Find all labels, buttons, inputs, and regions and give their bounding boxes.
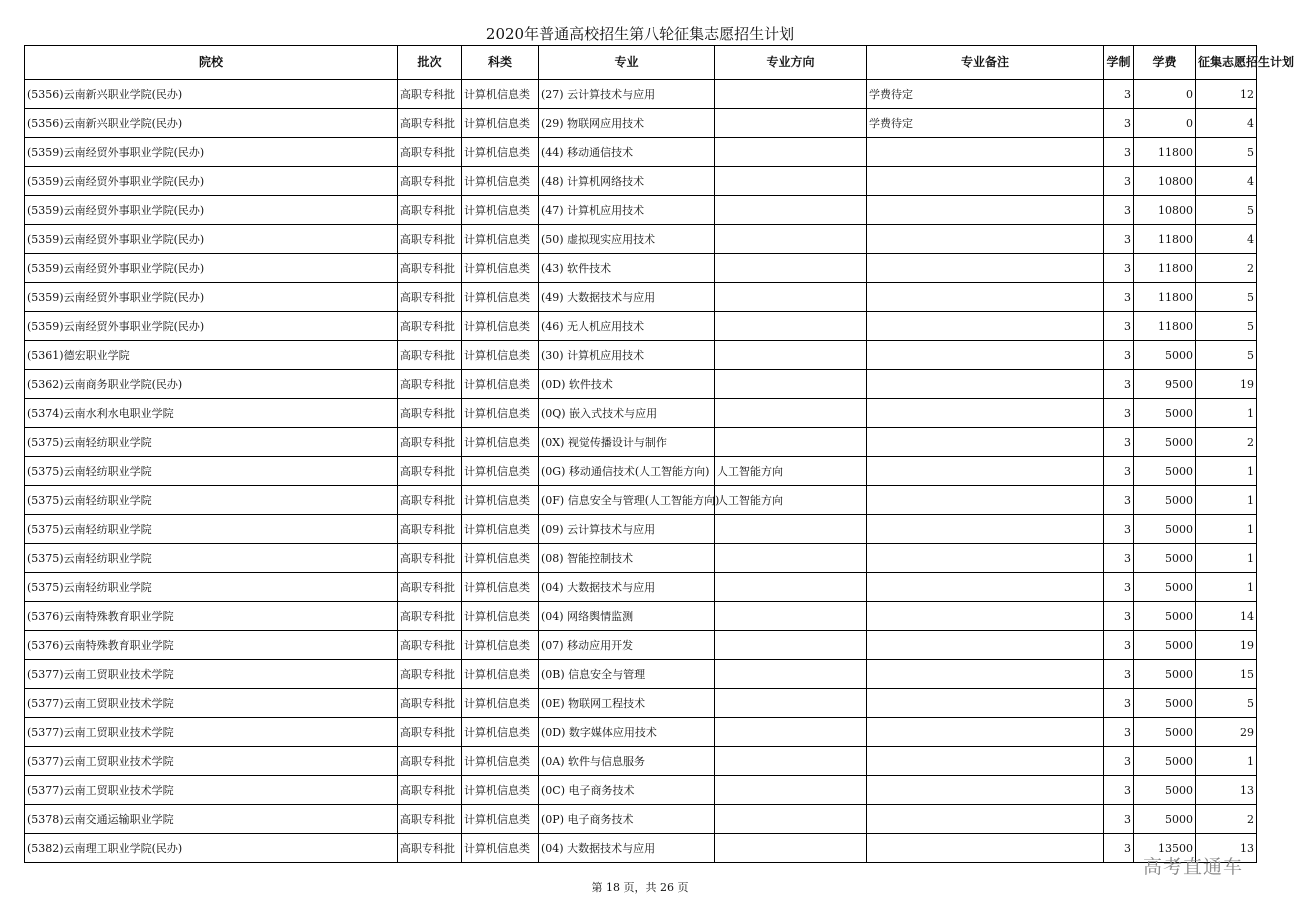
major-cell: (30) 计算机应用技术 xyxy=(539,341,715,370)
years-cell: 3 xyxy=(1104,660,1134,689)
table-row xyxy=(25,428,1257,457)
enrollment-plan-table xyxy=(24,45,1294,863)
fee-cell: 5000 xyxy=(1134,805,1196,834)
years-cell: 3 xyxy=(1104,312,1134,341)
plan-cell: 1 xyxy=(1196,399,1257,428)
category-cell: 计算机信息类 xyxy=(462,486,539,515)
school-cell: (5377)云南工贸职业技术学院 xyxy=(25,747,398,776)
category-cell: 计算机信息类 xyxy=(462,341,539,370)
note-cell xyxy=(867,225,1104,254)
school-cell: (5378)云南交通运输职业学院 xyxy=(25,805,398,834)
header-direction: 专业方向 xyxy=(715,46,867,80)
direction-cell xyxy=(715,254,867,283)
batch-cell: 高职专科批 xyxy=(398,80,462,109)
batch-cell: 高职专科批 xyxy=(398,602,462,631)
major-cell: (09) 云计算技术与应用 xyxy=(539,515,715,544)
table-row xyxy=(25,834,1257,863)
category-cell: 计算机信息类 xyxy=(462,109,539,138)
table-row xyxy=(25,805,1257,834)
direction-cell xyxy=(715,428,867,457)
fee-cell: 10800 xyxy=(1134,167,1196,196)
category-cell: 计算机信息类 xyxy=(462,370,539,399)
category-cell: 计算机信息类 xyxy=(462,457,539,486)
plan-cell: 13 xyxy=(1196,834,1257,863)
category-cell: 计算机信息类 xyxy=(462,283,539,312)
note-cell xyxy=(867,167,1104,196)
table-row xyxy=(25,254,1257,283)
table-row xyxy=(25,718,1257,747)
school-cell: (5361)德宏职业学院 xyxy=(25,341,398,370)
table-row xyxy=(25,544,1257,573)
major-cell: (50) 虚拟现实应用技术 xyxy=(539,225,715,254)
category-cell: 计算机信息类 xyxy=(462,776,539,805)
years-cell: 3 xyxy=(1104,370,1134,399)
fee-cell: 5000 xyxy=(1134,399,1196,428)
plan-cell: 2 xyxy=(1196,254,1257,283)
direction-cell xyxy=(715,225,867,254)
direction-cell xyxy=(715,718,867,747)
header-plan: 征集志愿招生计划 xyxy=(1196,46,1257,80)
category-cell: 计算机信息类 xyxy=(462,631,539,660)
table-row xyxy=(25,370,1257,399)
major-cell: (0E) 物联网工程技术 xyxy=(539,689,715,718)
note-cell xyxy=(867,834,1104,863)
major-cell: (43) 软件技术 xyxy=(539,254,715,283)
category-cell: 计算机信息类 xyxy=(462,805,539,834)
fee-cell: 5000 xyxy=(1134,341,1196,370)
school-cell: (5377)云南工贸职业技术学院 xyxy=(25,718,398,747)
major-cell: (0G) 移动通信技术(人工智能方向) xyxy=(539,457,715,486)
plan-cell: 4 xyxy=(1196,225,1257,254)
table-row xyxy=(25,631,1257,660)
fee-cell: 5000 xyxy=(1134,428,1196,457)
plan-cell: 19 xyxy=(1196,631,1257,660)
batch-cell: 高职专科批 xyxy=(398,341,462,370)
direction-cell xyxy=(715,80,867,109)
years-cell: 3 xyxy=(1104,254,1134,283)
batch-cell: 高职专科批 xyxy=(398,544,462,573)
fee-cell: 11800 xyxy=(1134,254,1196,283)
school-cell: (5375)云南轻纺职业学院 xyxy=(25,573,398,602)
direction-cell xyxy=(715,312,867,341)
major-cell: (46) 无人机应用技术 xyxy=(539,312,715,341)
plan-cell: 5 xyxy=(1196,689,1257,718)
direction-cell xyxy=(715,747,867,776)
batch-cell: 高职专科批 xyxy=(398,834,462,863)
direction-cell xyxy=(715,341,867,370)
years-cell: 3 xyxy=(1104,631,1134,660)
plan-cell: 5 xyxy=(1196,312,1257,341)
plan-cell: 5 xyxy=(1196,138,1257,167)
note-cell xyxy=(867,370,1104,399)
major-cell: (47) 计算机应用技术 xyxy=(539,196,715,225)
header-batch: 批次 xyxy=(398,46,462,80)
fee-cell: 5000 xyxy=(1134,689,1196,718)
major-cell: (04) 大数据技术与应用 xyxy=(539,573,715,602)
batch-cell: 高职专科批 xyxy=(398,747,462,776)
school-cell: (5375)云南轻纺职业学院 xyxy=(25,515,398,544)
years-cell: 3 xyxy=(1104,689,1134,718)
years-cell: 3 xyxy=(1104,167,1134,196)
note-cell xyxy=(867,196,1104,225)
table-row xyxy=(25,457,1257,486)
direction-cell xyxy=(715,544,867,573)
note-cell xyxy=(867,515,1104,544)
plan-cell: 1 xyxy=(1196,515,1257,544)
watermark: 高考直通车 xyxy=(1143,856,1244,878)
fee-cell: 5000 xyxy=(1134,486,1196,515)
note-cell xyxy=(867,776,1104,805)
category-cell: 计算机信息类 xyxy=(462,399,539,428)
fee-cell: 0 xyxy=(1134,109,1196,138)
batch-cell: 高职专科批 xyxy=(398,428,462,457)
fee-cell: 10800 xyxy=(1134,196,1196,225)
fee-cell: 5000 xyxy=(1134,515,1196,544)
direction-cell: 人工智能方向 xyxy=(715,457,867,486)
direction-cell xyxy=(715,805,867,834)
school-cell: (5359)云南经贸外事职业学院(民办) xyxy=(25,138,398,167)
major-cell: (29) 物联网应用技术 xyxy=(539,109,715,138)
note-cell xyxy=(867,689,1104,718)
school-cell: (5376)云南特殊教育职业学院 xyxy=(25,631,398,660)
note-cell xyxy=(867,457,1104,486)
fee-cell: 13500 xyxy=(1134,834,1196,863)
years-cell: 3 xyxy=(1104,602,1134,631)
table-row xyxy=(25,776,1257,805)
table-row xyxy=(25,341,1257,370)
fee-cell: 11800 xyxy=(1134,312,1196,341)
major-cell: (0D) 数字媒体应用技术 xyxy=(539,718,715,747)
note-cell xyxy=(867,341,1104,370)
batch-cell: 高职专科批 xyxy=(398,254,462,283)
major-cell: (48) 计算机网络技术 xyxy=(539,167,715,196)
years-cell: 3 xyxy=(1104,225,1134,254)
table-row xyxy=(25,109,1257,138)
header-major: 专业 xyxy=(539,46,715,80)
table-row xyxy=(25,747,1257,776)
years-cell: 3 xyxy=(1104,80,1134,109)
school-cell: (5356)云南新兴职业学院(民办) xyxy=(25,109,398,138)
school-cell: (5359)云南经贸外事职业学院(民办) xyxy=(25,283,398,312)
years-cell: 3 xyxy=(1104,283,1134,312)
direction-cell xyxy=(715,196,867,225)
fee-cell: 11800 xyxy=(1134,225,1196,254)
school-cell: (5377)云南工贸职业技术学院 xyxy=(25,689,398,718)
note-cell xyxy=(867,805,1104,834)
plan-cell: 5 xyxy=(1196,283,1257,312)
table-row xyxy=(25,196,1257,225)
fee-cell: 5000 xyxy=(1134,602,1196,631)
table-row xyxy=(25,689,1257,718)
major-cell: (0C) 电子商务技术 xyxy=(539,776,715,805)
batch-cell: 高职专科批 xyxy=(398,225,462,254)
note-cell: 学费待定 xyxy=(867,80,1104,109)
direction-cell xyxy=(715,167,867,196)
years-cell: 3 xyxy=(1104,486,1134,515)
major-cell: (0X) 视觉传播设计与制作 xyxy=(539,428,715,457)
table-row xyxy=(25,602,1257,631)
header-note: 专业备注 xyxy=(867,46,1104,80)
table-row xyxy=(25,573,1257,602)
school-cell: (5359)云南经贸外事职业学院(民办) xyxy=(25,167,398,196)
years-cell: 3 xyxy=(1104,341,1134,370)
plan-cell: 1 xyxy=(1196,486,1257,515)
category-cell: 计算机信息类 xyxy=(462,312,539,341)
category-cell: 计算机信息类 xyxy=(462,138,539,167)
school-cell: (5376)云南特殊教育职业学院 xyxy=(25,602,398,631)
table-row xyxy=(25,225,1257,254)
school-cell: (5362)云南商务职业学院(民办) xyxy=(25,370,398,399)
direction-cell xyxy=(715,283,867,312)
page-footer: 第 18 页，共 26 页 xyxy=(591,881,689,894)
batch-cell: 高职专科批 xyxy=(398,660,462,689)
major-cell: (49) 大数据技术与应用 xyxy=(539,283,715,312)
batch-cell: 高职专科批 xyxy=(398,109,462,138)
note-cell xyxy=(867,254,1104,283)
school-cell: (5375)云南轻纺职业学院 xyxy=(25,544,398,573)
fee-cell: 5000 xyxy=(1134,573,1196,602)
school-cell: (5377)云南工贸职业技术学院 xyxy=(25,660,398,689)
category-cell: 计算机信息类 xyxy=(462,80,539,109)
years-cell: 3 xyxy=(1104,834,1134,863)
batch-cell: 高职专科批 xyxy=(398,718,462,747)
batch-cell: 高职专科批 xyxy=(398,370,462,399)
plan-cell: 1 xyxy=(1196,747,1257,776)
years-cell: 3 xyxy=(1104,196,1134,225)
category-cell: 计算机信息类 xyxy=(462,196,539,225)
note-cell xyxy=(867,631,1104,660)
table-row xyxy=(25,167,1257,196)
years-cell: 3 xyxy=(1104,109,1134,138)
school-cell: (5359)云南经贸外事职业学院(民办) xyxy=(25,254,398,283)
plan-cell: 4 xyxy=(1196,167,1257,196)
batch-cell: 高职专科批 xyxy=(398,399,462,428)
table-row xyxy=(25,486,1257,515)
note-cell xyxy=(867,544,1104,573)
school-cell: (5374)云南水利水电职业学院 xyxy=(25,399,398,428)
direction-cell xyxy=(715,660,867,689)
table-row xyxy=(25,80,1257,109)
category-cell: 计算机信息类 xyxy=(462,544,539,573)
note-cell xyxy=(867,428,1104,457)
major-cell: (0Q) 嵌入式技术与应用 xyxy=(539,399,715,428)
header-years: 学制 xyxy=(1104,46,1134,80)
plan-cell: 14 xyxy=(1196,602,1257,631)
category-cell: 计算机信息类 xyxy=(462,225,539,254)
plan-cell: 1 xyxy=(1196,544,1257,573)
fee-cell: 5000 xyxy=(1134,747,1196,776)
major-cell: (0F) 信息安全与管理(人工智能方向) xyxy=(539,486,715,515)
school-cell: (5375)云南轻纺职业学院 xyxy=(25,428,398,457)
direction-cell xyxy=(715,109,867,138)
direction-cell xyxy=(715,834,867,863)
plan-cell: 15 xyxy=(1196,660,1257,689)
note-cell xyxy=(867,312,1104,341)
category-cell: 计算机信息类 xyxy=(462,718,539,747)
fee-cell: 9500 xyxy=(1134,370,1196,399)
batch-cell: 高职专科批 xyxy=(398,805,462,834)
batch-cell: 高职专科批 xyxy=(398,689,462,718)
plan-cell: 5 xyxy=(1196,341,1257,370)
fee-cell: 11800 xyxy=(1134,138,1196,167)
plan-cell: 1 xyxy=(1196,457,1257,486)
years-cell: 3 xyxy=(1104,399,1134,428)
major-cell: (08) 智能控制技术 xyxy=(539,544,715,573)
years-cell: 3 xyxy=(1104,457,1134,486)
note-cell xyxy=(867,718,1104,747)
note-cell xyxy=(867,138,1104,167)
major-cell: (04) 大数据技术与应用 xyxy=(539,834,715,863)
years-cell: 3 xyxy=(1104,544,1134,573)
direction-cell xyxy=(715,573,867,602)
note-cell xyxy=(867,747,1104,776)
school-cell: (5359)云南经贸外事职业学院(民办) xyxy=(25,225,398,254)
header-fee: 学费 xyxy=(1134,46,1196,80)
major-cell: (0A) 软件与信息服务 xyxy=(539,747,715,776)
plan-cell: 4 xyxy=(1196,109,1257,138)
years-cell: 3 xyxy=(1104,515,1134,544)
table-body xyxy=(25,80,1257,863)
category-cell: 计算机信息类 xyxy=(462,428,539,457)
major-cell: (44) 移动通信技术 xyxy=(539,138,715,167)
school-cell: (5377)云南工贸职业技术学院 xyxy=(25,776,398,805)
direction-cell xyxy=(715,138,867,167)
fee-cell: 5000 xyxy=(1134,631,1196,660)
plan-cell: 12 xyxy=(1196,80,1257,109)
direction-cell: 人工智能方向 xyxy=(715,486,867,515)
direction-cell xyxy=(715,399,867,428)
plan-cell: 13 xyxy=(1196,776,1257,805)
major-cell: (07) 移动应用开发 xyxy=(539,631,715,660)
note-cell xyxy=(867,573,1104,602)
note-cell xyxy=(867,399,1104,428)
category-cell: 计算机信息类 xyxy=(462,660,539,689)
years-cell: 3 xyxy=(1104,747,1134,776)
batch-cell: 高职专科批 xyxy=(398,776,462,805)
direction-cell xyxy=(715,631,867,660)
note-cell: 学费待定 xyxy=(867,109,1104,138)
direction-cell xyxy=(715,370,867,399)
plan-cell: 29 xyxy=(1196,718,1257,747)
major-cell: (0D) 软件技术 xyxy=(539,370,715,399)
major-cell: (04) 网络舆情监测 xyxy=(539,602,715,631)
header-school: 院校 xyxy=(25,46,398,80)
table-row xyxy=(25,660,1257,689)
table-header-row xyxy=(25,46,1257,80)
fee-cell: 5000 xyxy=(1134,776,1196,805)
school-cell: (5382)云南理工职业学院(民办) xyxy=(25,834,398,863)
major-cell: (0P) 电子商务技术 xyxy=(539,805,715,834)
fee-cell: 5000 xyxy=(1134,544,1196,573)
table-row xyxy=(25,399,1257,428)
category-cell: 计算机信息类 xyxy=(462,689,539,718)
batch-cell: 高职专科批 xyxy=(398,573,462,602)
table-row xyxy=(25,283,1257,312)
school-cell: (5359)云南经贸外事职业学院(民办) xyxy=(25,196,398,225)
category-cell: 计算机信息类 xyxy=(462,602,539,631)
category-cell: 计算机信息类 xyxy=(462,573,539,602)
category-cell: 计算机信息类 xyxy=(462,167,539,196)
major-cell: (27) 云计算技术与应用 xyxy=(539,80,715,109)
batch-cell: 高职专科批 xyxy=(398,486,462,515)
direction-cell xyxy=(715,515,867,544)
note-cell xyxy=(867,486,1104,515)
direction-cell xyxy=(715,602,867,631)
plan-cell: 5 xyxy=(1196,196,1257,225)
fee-cell: 5000 xyxy=(1134,660,1196,689)
note-cell xyxy=(867,660,1104,689)
direction-cell xyxy=(715,776,867,805)
school-cell: (5375)云南轻纺职业学院 xyxy=(25,486,398,515)
school-cell: (5375)云南轻纺职业学院 xyxy=(25,457,398,486)
years-cell: 3 xyxy=(1104,718,1134,747)
category-cell: 计算机信息类 xyxy=(462,515,539,544)
years-cell: 3 xyxy=(1104,805,1134,834)
years-cell: 3 xyxy=(1104,776,1134,805)
fee-cell: 11800 xyxy=(1134,283,1196,312)
batch-cell: 高职专科批 xyxy=(398,631,462,660)
fee-cell: 0 xyxy=(1134,80,1196,109)
batch-cell: 高职专科批 xyxy=(398,457,462,486)
page-title: 2020年普通高校招生第八轮征集志愿招生计划 xyxy=(485,25,795,43)
batch-cell: 高职专科批 xyxy=(398,283,462,312)
school-cell: (5359)云南经贸外事职业学院(民办) xyxy=(25,312,398,341)
batch-cell: 高职专科批 xyxy=(398,515,462,544)
batch-cell: 高职专科批 xyxy=(398,138,462,167)
category-cell: 计算机信息类 xyxy=(462,834,539,863)
years-cell: 3 xyxy=(1104,428,1134,457)
years-cell: 3 xyxy=(1104,573,1134,602)
school-cell: (5356)云南新兴职业学院(民办) xyxy=(25,80,398,109)
plan-cell: 19 xyxy=(1196,370,1257,399)
plan-cell: 2 xyxy=(1196,805,1257,834)
major-cell: (0B) 信息安全与管理 xyxy=(539,660,715,689)
header-category: 科类 xyxy=(462,46,539,80)
table-row xyxy=(25,138,1257,167)
fee-cell: 5000 xyxy=(1134,718,1196,747)
note-cell xyxy=(867,283,1104,312)
table-row xyxy=(25,515,1257,544)
plan-cell: 1 xyxy=(1196,573,1257,602)
batch-cell: 高职专科批 xyxy=(398,312,462,341)
table-row xyxy=(25,312,1257,341)
direction-cell xyxy=(715,689,867,718)
fee-cell: 5000 xyxy=(1134,457,1196,486)
batch-cell: 高职专科批 xyxy=(398,196,462,225)
batch-cell: 高职专科批 xyxy=(398,167,462,196)
plan-cell: 2 xyxy=(1196,428,1257,457)
category-cell: 计算机信息类 xyxy=(462,254,539,283)
note-cell xyxy=(867,602,1104,631)
category-cell: 计算机信息类 xyxy=(462,747,539,776)
years-cell: 3 xyxy=(1104,138,1134,167)
